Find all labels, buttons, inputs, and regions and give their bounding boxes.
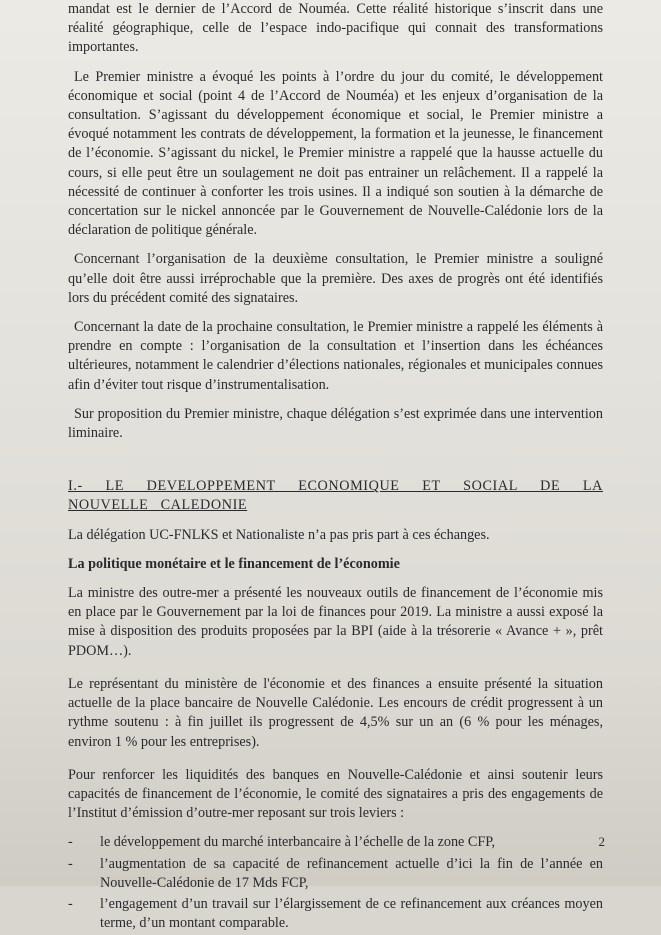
- page-body: [68, 0, 603, 935]
- paragraph-intro-continuation: mandat est le dernier de l’Accord de Nouméa. Cette réalité historique s’inscrit dans une réalité géographique, celle de l’espace indo-pacifique qui connait des transformations importantes.: [68, 1, 603, 56]
- page-number: 2: [598, 834, 605, 849]
- paragraph-uc-fnlks: La délégation UC-FNLKS et Nationaliste n’a pas pris part à ces échanges.: [68, 526, 490, 543]
- paragraph-liquidity-commitments: Pour renforcer les liquidités des banques en Nouvelle-Calédonie et ainsi soutenir leurs capacités de financement de l’économie, le comité des signataires a pris des engagements de l’Institut d’émission d’outre-mer reposant sur trois leviers :: [68, 766, 603, 822]
- section-heading: I.- LE DEVELOPPEMENT ECONOMIQUE ET SOCIAL DE LA NOUVELLE CALEDONIE: [68, 478, 603, 514]
- paragraph-delegation-statements: Sur proposition du Premier ministre, chaque délégation s’est exprimée dans une intervention liminaire.: [68, 405, 603, 442]
- list-dash: -: [68, 855, 73, 872]
- list-item-text: l’engagement d’un travail sur l’élargissement de ce refinancement aux créances moyen terme, d’un montant comparable.: [100, 895, 603, 932]
- levers-list: [68, 833, 603, 933]
- paragraph-consultation-date: Concernant la date de la prochaine consultation, le Premier ministre a rappelé les éléments à prendre en compte : l’organisation de la consultation et l’insertion dans les échéances ultérieures, notamment le calendrier d’élections nationales, régionales et municipales connues afin d’éviter tout risque d’instrumentalisation.: [68, 319, 603, 393]
- list-item: [68, 855, 603, 893]
- paragraph-new-financing-tools: La ministre des outre-mer a présenté les nouveaux outils de financement de l’économie mis en place par le Gouvernement par la loi de finances pour 2019. La ministre a aussi exposé la mise à disposition des produits proposées par la BPI (aide à la trésorerie « Avance + », prêt PDOM…).: [68, 585, 603, 659]
- list-item: [68, 833, 603, 852]
- paragraph-banking-situation: Le représentant du ministère de l'économie et des finances a ensuite présenté la situation actuelle de la place bancaire de Nouvelle Calédonie. Les encours de crédit progressent à un rythme soutenu : à fin juillet ils progressent de 4,5% sur un an (6 % pour les ménages, environ 1 % pour les entreprises).: [68, 675, 603, 750]
- list-dash: -: [68, 895, 73, 912]
- paragraph-second-consultation: Concernant l’organisation de la deuxième consultation, le Premier ministre a souligné qu’elle doit être aussi irréprochable que la première. Des axes de progrès ont été identifiés lors du précédent comité des signataires.: [68, 251, 603, 306]
- list-dash: -: [68, 834, 73, 851]
- subsection-heading: La politique monétaire et le financement de l’économie: [68, 555, 400, 572]
- paragraph-prime-minister-agenda: Le Premier ministre a évoqué les points à l’ordre du jour du comité, le développement économique et social (point 4 de l’Accord de Nouméa) et les enjeux d’organisation de la consultation. S’agissant du développement économique et social, le Premier ministre a évoqué notamment les contrats de développement, la formation et la jeunesse, le financement de l’économie. S’agissant du nickel, le Premier ministre a rappelé que la hausse actuelle du cours, si elle peut être un soulagement ne doit pas entrainer un relâchement. Il a rappelé la nécessité de continuer à conforter les trois usines. Il a indiqué son soutien à la démarche de concertation sur le nickel annoncée par le Gouvernement de Nouvelle-Calédonie lors de la déclaration de politique générale.: [68, 68, 603, 239]
- list-item: [68, 895, 603, 933]
- list-item-text: le développement du marché interbancaire à l’échelle de la zone CFP,: [100, 834, 496, 851]
- list-item-text: l’augmentation de sa capacité de refinancement actuelle d’ici la fin de l’année en Nouvelle-Calédonie de 17 Mds FCP,: [100, 855, 603, 891]
